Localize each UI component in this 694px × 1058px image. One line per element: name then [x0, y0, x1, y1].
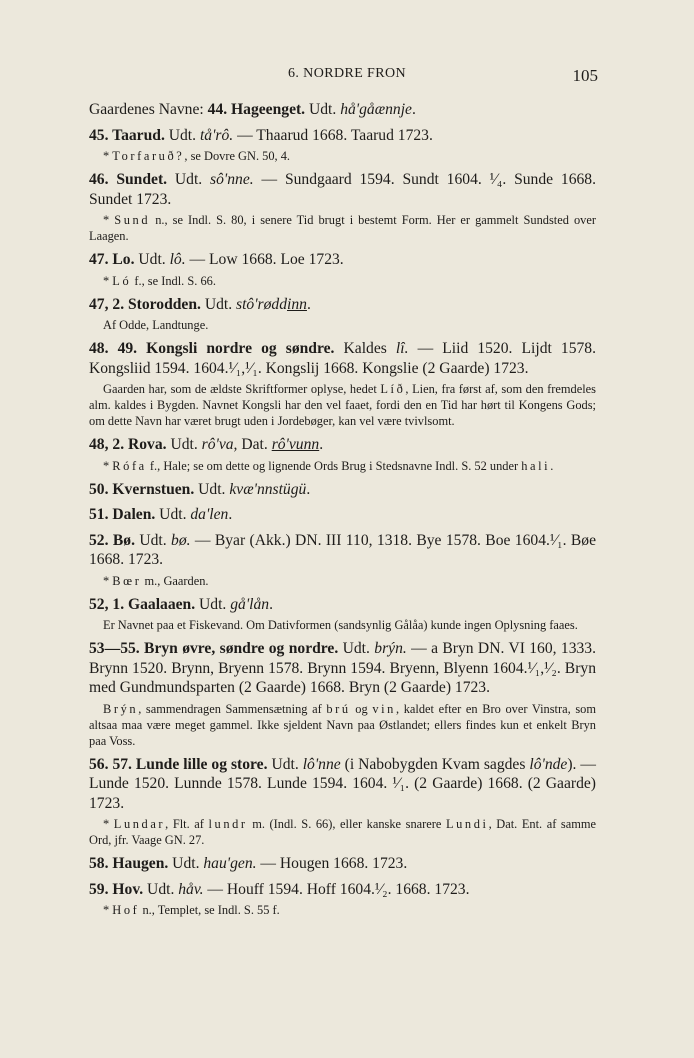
- note-46: * Sund n., se Indl. S. 80, i senere Tid brugt i bestemt Form. Her er gammelt Sundsted over Laagen.: [89, 213, 596, 243]
- note-56-57: * Lundar, Flt. af lundr m. (Indl. S. 66), eller kanske snarere Lundi, Dat. Ent. af samme Ord, jfr. Vaage GN. 27.: [89, 817, 596, 847]
- entry-48-2: 48, 2. Rova. Udt. rô'va, Dat. rô'vunn.: [89, 436, 324, 453]
- page-body: [89, 100, 596, 918]
- entry-51: 51. Dalen. Udt. da'len.: [89, 506, 233, 523]
- entry-47-2: 47, 2. Storodden. Udt. stô'røddinn.: [89, 295, 311, 313]
- entry-46: 46. Sundet. Udt. sô'nne. — Sundgaard 1594. Sundt 1604. ¹⁄₄. Sunde 1668. Sundet 1723.: [89, 171, 596, 208]
- section-title: 6. NORDRE FRON: [287, 66, 406, 81]
- entry-59: 59. Hov. Udt. håv. — Houff 1594. Hoff 1604.¹⁄₂. 1668. 1723.: [89, 880, 470, 898]
- entry-50: 50. Kvernstuen. Udt. kvæ'nnstügü.: [89, 480, 311, 498]
- note-48-49: Gaarden har, som de ældste Skriftformer oplyse, hedet Líð, Lien, fra først af, som den fremdeles alm. kaldes i Bygden. Navnet Kongsli har den vel faaet, fordi den en Tid har hørt til Kongens Gods; om dette Navn har været brugt uden i Jordebøger, kan vel være tvivlsomt.: [89, 382, 596, 428]
- note-48-2: * Rófa f., Hale; se om dette og lignende Ords Brug i Stedsnavne Indl. S. 52 under hali.: [103, 458, 554, 473]
- note-59: * Hof n., Templet, se Indl. S. 55 f.: [103, 903, 280, 917]
- entry-58: 58. Haugen. Udt. hau'gen. — Hougen 1668. 1723.: [89, 855, 408, 872]
- entry-45: 45. Taarud. Udt. tå'rô. — Thaarud 1668. Taarud 1723.: [89, 126, 433, 144]
- note-52: * Bœr m., Gaarden.: [103, 573, 209, 588]
- entry-44: Gaardenes Navne: 44. Hageenget. Udt. hå'gåænnje.: [89, 101, 416, 118]
- entry-53-55: 53—55. Bryn øvre, søndre og nordre. Udt. brýn. — a Bryn DN. VI 160, 1333. Brynn 1520. Brynn, Bryenn 1578. Brynn 1594. Bryenn, Blyenn 1604.¹⁄₁,¹⁄₂. Bryn med Gundmundsparten (2 Gaarde) 1668. Bryn (2 Gaarde) 1723.: [89, 640, 596, 696]
- note-52-1: Er Navnet paa et Fiskevand. Om Dativformen (sandsynlig Gålåa) kunde ingen Oplysning faaes.: [103, 618, 578, 632]
- entry-56-57: 56. 57. Lunde lille og store. Udt. lô'nne (i Nabobygden Kvam sagdes lô'nde). — Lunde 1520. Lunnde 1578. Lunde 1594. 1604. ¹⁄₁. (2 Gaarde) 1668. (2 Gaarde) 1723.: [89, 755, 597, 812]
- entry-52-1: 52, 1. Gaalaaen. Udt. gå'lån.: [89, 595, 273, 613]
- note-53-55: Brýn, sammendragen Sammensætning af brú og vin, kaldet efter en Bro over Vinstra, som altsaa maa være meget gammel. Ikke sjeldent Navn paa Østlandet; ellers findes kun et enkelt Bryn paa Voss.: [89, 701, 596, 748]
- entry-47: 47. Lo. Udt. lô. — Low 1668. Loe 1723.: [89, 251, 344, 268]
- note-47-2: Af Odde, Landtunge.: [103, 318, 209, 332]
- page-number: 105: [572, 66, 598, 85]
- note-45: * Torfaruð?, se Dovre GN. 50, 4.: [103, 149, 291, 163]
- running-header: [0, 66, 694, 88]
- entry-52: 52. Bø. Udt. bø. — Byar (Akk.) DN. III 110, 1318. Bye 1578. Boe 1604.¹⁄₁. Bøe 1668. 1723.: [89, 531, 596, 568]
- entry-48-49: 48. 49. Kongsli nordre og søndre. Kaldes lî. — Liid 1520. Lijdt 1578. Kongsliid 1594. 1604.¹⁄₁,¹⁄₁. Kongslij 1668. Kongslie (2 Gaarde) 1723.: [89, 340, 596, 377]
- note-47: * Ló f., se Indl. S. 66.: [103, 273, 216, 288]
